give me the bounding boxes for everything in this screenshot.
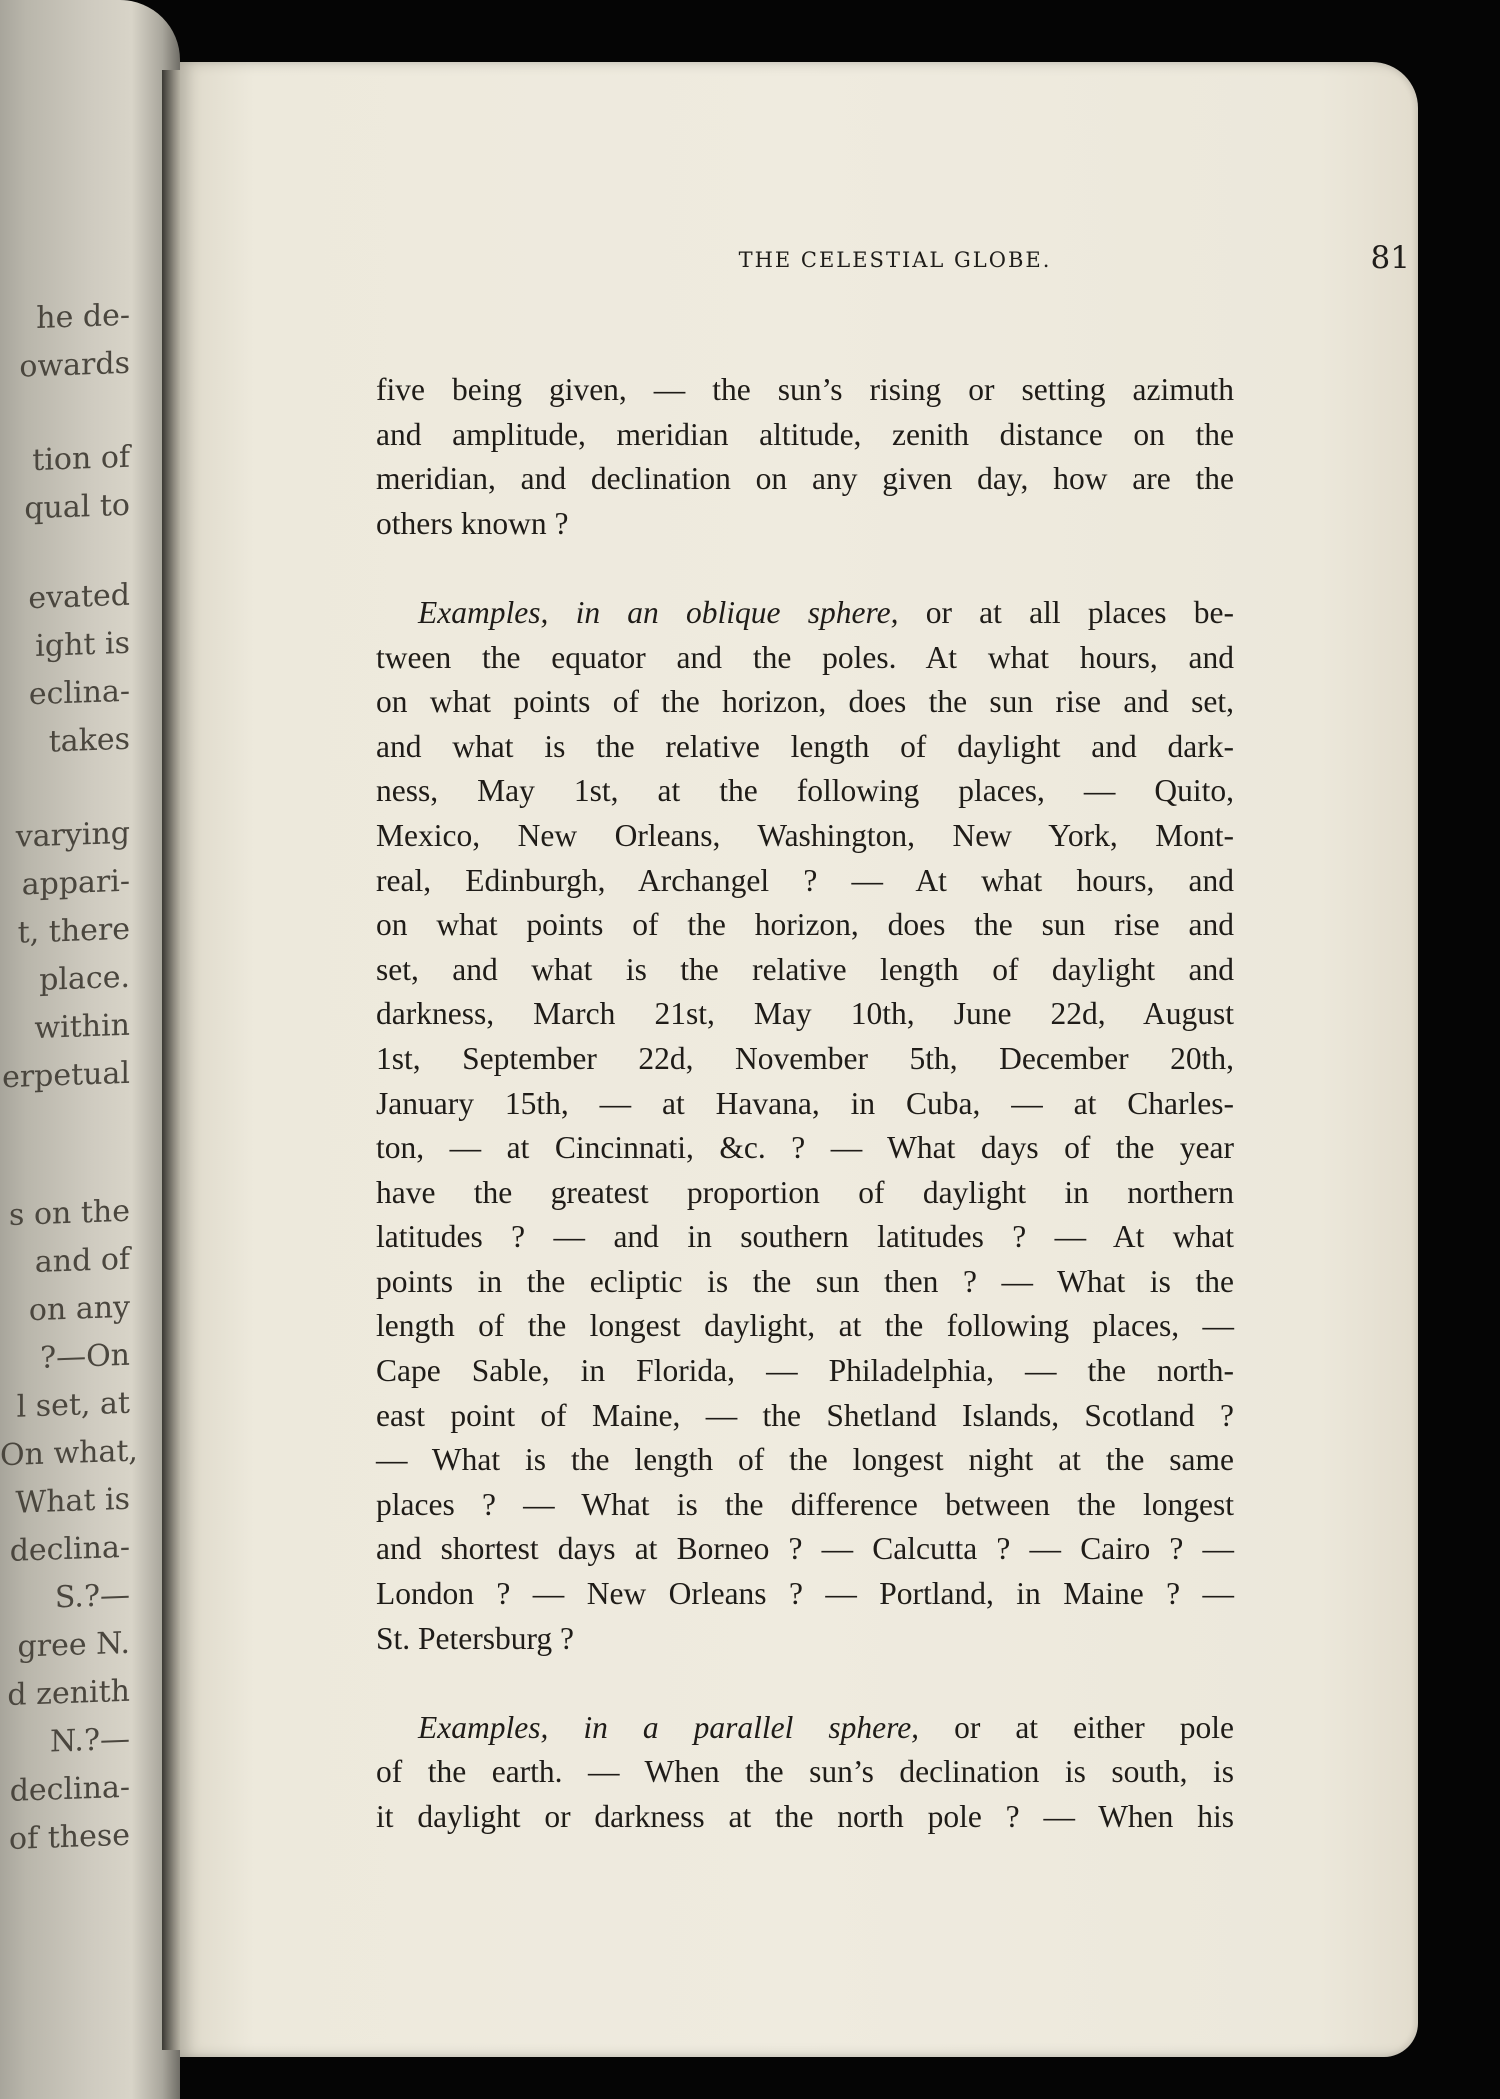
- left-page-fragment: and of: [34, 1241, 130, 1281]
- paragraph-2: [376, 591, 1234, 1661]
- paragraph-1: [376, 368, 1234, 546]
- left-page-fragment: tion of: [32, 439, 130, 479]
- left-page-fragment: gree N.: [17, 1625, 130, 1665]
- left-page-fragment: declina-: [9, 1529, 130, 1569]
- left-page-fragment: s on the: [9, 1193, 130, 1233]
- body-text: [376, 368, 1234, 1840]
- text-line: and what is the relative length of daylight and dark-: [376, 728, 1234, 764]
- text-line: real, Edinburgh, Archangel ? — At what hours, and: [376, 862, 1234, 898]
- running-title: THE CELESTIAL GLOBE.: [738, 248, 1052, 272]
- italic-lead: Examples,: [418, 1709, 549, 1745]
- text-line-lead: [376, 591, 1234, 636]
- left-page-fragment: l set, at: [16, 1385, 130, 1425]
- text-line: five being given, — the sun’s rising or setting azimuth: [376, 372, 1234, 407]
- italic-lead: Examples,: [418, 594, 549, 630]
- text-line: of the earth. — When the sun’s declination is south, is: [376, 1754, 1234, 1790]
- text-line: it daylight or darkness at the north pole ? — When his: [376, 1799, 1234, 1834]
- text-line: 1st, September 22d, November 5th, December 20th,: [376, 1040, 1234, 1076]
- text-line: and amplitude, meridian altitude, zenith distance on the: [376, 416, 1234, 452]
- text-line: Mexico, New Orleans, Washington, New York, Mont-: [376, 817, 1234, 853]
- italic-lead-2: in an oblique sphere,: [575, 594, 899, 630]
- left-page-fragment: ight is: [35, 625, 130, 665]
- text-line: — What is the length of the longest night at the same: [376, 1442, 1234, 1478]
- left-page-fragment: he de-: [36, 297, 130, 337]
- left-page-fragment: d zenith: [7, 1673, 130, 1714]
- page-number: 81: [1370, 240, 1410, 276]
- left-page-fragment: appari-: [21, 863, 130, 903]
- text-line: January 15th, — at Havana, in Cuba, — at Charles-: [376, 1085, 1234, 1121]
- italic-lead-2: in a parallel sphere,: [583, 1709, 920, 1745]
- left-page-fragment: ?—On: [40, 1337, 130, 1376]
- left-page-fragment: varying: [15, 815, 130, 855]
- paragraph-3: [376, 1706, 1234, 1840]
- left-page-fragment: S.?—: [54, 1577, 130, 1616]
- left-page-fragment: takes: [48, 721, 130, 760]
- text-line: length of the longest daylight, at the following places, —: [376, 1308, 1234, 1344]
- left-page-fragment: N.?—: [50, 1721, 130, 1760]
- text-line: ness, May 1st, at the following places, — Quito,: [376, 773, 1234, 809]
- left-page-fragment: place.: [39, 959, 130, 998]
- left-page-fragment: within: [34, 1007, 130, 1047]
- running-head: [380, 240, 1410, 290]
- left-page-fragment: declina-: [9, 1769, 130, 1809]
- text-line: London ? — New Orleans ? — Portland, in Maine ? —: [376, 1576, 1234, 1612]
- text-line: ton, — at Cincinnati, &c. ? — What days of the year: [376, 1130, 1234, 1166]
- left-page-fragment: qual to: [24, 487, 130, 527]
- text-line: have the greatest proportion of daylight in northern: [376, 1174, 1234, 1210]
- text-line: on what points of the horizon, does the sun rise and: [376, 907, 1234, 943]
- left-page-fragment: On what,: [0, 1433, 138, 1474]
- lead-rest: or at all places be-: [925, 594, 1235, 630]
- text-line: latitudes ? — and in southern latitudes ? — At what: [376, 1219, 1234, 1255]
- left-page-fragment: erpetual: [2, 1055, 130, 1096]
- paragraph-spacer: [376, 1661, 1234, 1706]
- text-line: others known ?: [376, 505, 569, 541]
- left-page-fragment: of these: [9, 1817, 130, 1857]
- text-line: tween the equator and the poles. At what hours, and: [376, 639, 1234, 675]
- text-line: east point of Maine, — the Shetland Islands, Scotland ?: [376, 1397, 1234, 1433]
- text-line-lead: [376, 1706, 1234, 1751]
- left-page-fragment: owards: [19, 345, 130, 385]
- text-line: meridian, and declination on any given day, how are the: [376, 461, 1234, 497]
- lead-rest: or at either pole: [954, 1709, 1235, 1745]
- text-line: darkness, March 21st, May 10th, June 22d, August: [376, 996, 1234, 1032]
- left-page-fragment: What is: [15, 1481, 130, 1521]
- text-line: on what points of the horizon, does the sun rise and set,: [376, 684, 1234, 720]
- right-page: [180, 62, 1418, 2057]
- text-line: set, and what is the relative length of daylight and: [376, 951, 1234, 987]
- text-line: points in the ecliptic is the sun then ? — What is the: [376, 1263, 1234, 1299]
- left-page-fragment: on any: [28, 1289, 130, 1329]
- text-line: and shortest days at Borneo ? — Calcutta ? — Cairo ? —: [376, 1531, 1234, 1567]
- text-line: places ? — What is the difference between the longest: [376, 1486, 1234, 1522]
- left-page-fragment: t, there: [17, 911, 130, 951]
- left-page-fragment: evated: [28, 577, 130, 617]
- left-page: [0, 0, 180, 2099]
- left-page-fragment: eclina-: [28, 673, 130, 713]
- paragraph-spacer: [376, 546, 1234, 591]
- text-line: Cape Sable, in Florida, — Philadelphia, — the north-: [376, 1353, 1234, 1389]
- text-line: St. Petersburg ?: [376, 1620, 575, 1656]
